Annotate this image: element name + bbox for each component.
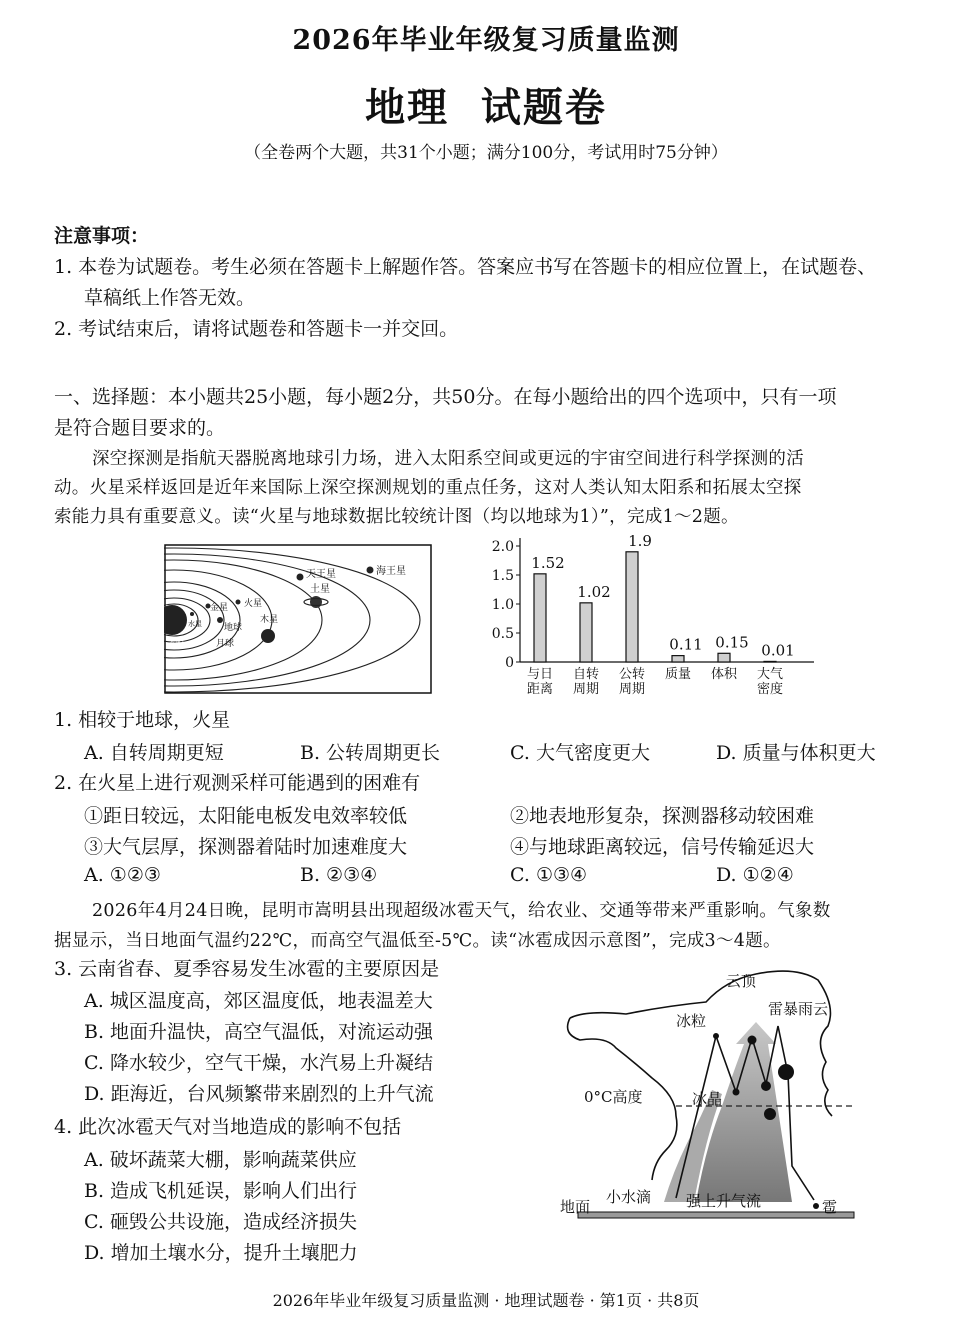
passage-2-line-1: 2026年4月24日晚，昆明市嵩明县出现超级冰雹天气，给农业、交通等带来严重影响。气象数 bbox=[92, 901, 831, 921]
q2-option-b[interactable]: B. ②③④ bbox=[300, 864, 378, 886]
label-ice-pellet: 冰粒 bbox=[676, 1012, 707, 1030]
q2-option-d[interactable]: D. ①②④ bbox=[716, 864, 794, 886]
bar-value-label: 1.52 bbox=[531, 553, 565, 572]
q4-option-b[interactable]: B. 造成飞机延误，影响人们出行 bbox=[84, 1180, 358, 1202]
passage-1-line-3: 索能力具有重要意义。读“火星与地球数据比较统计图（均以地球为1）”，完成1～2题。 bbox=[54, 507, 739, 527]
q2-option-a[interactable]: A. ①②③ bbox=[84, 864, 161, 886]
q4-option-d[interactable]: D. 增加土壤水分，提升土壤肥力 bbox=[84, 1242, 358, 1264]
bar-value-label: 1.02 bbox=[577, 582, 611, 601]
label-neptune: 海王星 bbox=[376, 566, 406, 577]
exam-title: 2026年毕业年级复习质量监测 bbox=[292, 25, 680, 56]
label-sun: 太阳 bbox=[168, 637, 184, 646]
category-label: 质量 bbox=[664, 667, 692, 682]
q2-statement-2: ②地表地形复杂，探测器移动较困难 bbox=[510, 805, 815, 827]
section-heading-cont: 是符合题目要求的。 bbox=[54, 417, 226, 439]
label-updraft: 强上升气流 bbox=[686, 1192, 762, 1210]
bar-value-label: 0.01 bbox=[761, 641, 795, 660]
q1-option-a[interactable]: A. 自转周期更短 bbox=[84, 742, 224, 764]
bar bbox=[626, 552, 638, 662]
hail-fall-path bbox=[788, 1074, 814, 1200]
bar bbox=[534, 574, 546, 662]
q2-statement-1: ①距日较远，太阳能电板发电效率较低 bbox=[84, 805, 408, 827]
y-tick-label: 0 bbox=[505, 655, 514, 671]
q3-option-c[interactable]: C. 降水较少，空气干燥，水汽易上升凝结 bbox=[84, 1052, 433, 1074]
label-ground: 地面 bbox=[560, 1198, 591, 1216]
subject-title: 地理 试题卷 bbox=[365, 84, 607, 131]
q2-stem: 2. 在火星上进行观测采样可能遇到的困难有 bbox=[54, 772, 421, 794]
category-label: 周期 bbox=[618, 682, 646, 697]
label-mercury: 水星 bbox=[188, 620, 202, 628]
category-label: 大气 bbox=[756, 667, 784, 682]
mars-earth-bar-chart bbox=[484, 528, 820, 704]
q3-option-a[interactable]: A. 城区温度高，郊区温度低，地表温差大 bbox=[84, 990, 433, 1012]
notice-heading: 注意事项： bbox=[54, 225, 150, 247]
category-label: 与日 bbox=[526, 667, 554, 682]
y-tick-label: 1.5 bbox=[491, 568, 514, 584]
bar bbox=[718, 653, 730, 662]
passage-2-line-2: 据显示，当日地面气温约22℃，而高空气温低至-5℃。读“冰雹成因示意图”，完成3～4题。 bbox=[54, 931, 781, 951]
category-label: 周期 bbox=[572, 682, 600, 697]
q4-option-c[interactable]: C. 砸毁公共设施，造成经济损失 bbox=[84, 1211, 357, 1233]
exam-note: （全卷两个大题，共31个小题；满分100分，考试用时75分钟） bbox=[244, 143, 728, 163]
bar bbox=[764, 661, 776, 662]
q1-option-b[interactable]: B. 公转周期更长 bbox=[300, 742, 441, 764]
q2-statement-4: ④与地球距离较远，信号传输延迟大 bbox=[510, 836, 815, 858]
category-label: 密度 bbox=[756, 682, 784, 697]
q2-option-c[interactable]: C. ①③④ bbox=[510, 864, 588, 886]
label-moon: 月球 bbox=[216, 639, 235, 649]
category-label: 体积 bbox=[710, 667, 738, 682]
bar-value-label: 0.11 bbox=[669, 635, 703, 654]
label-zero-level: 0°C高度 bbox=[584, 1088, 643, 1106]
label-ice-crystal: 冰晶 bbox=[692, 1090, 723, 1108]
label-saturn: 土星 bbox=[310, 584, 330, 595]
y-tick-label: 2.0 bbox=[491, 539, 514, 555]
label-earth: 地球 bbox=[224, 623, 243, 633]
y-tick-label: 1.0 bbox=[491, 597, 514, 613]
label-jupiter: 木星 bbox=[260, 615, 279, 625]
q4-stem: 4. 此次冰雹天气对当地造成的影响不包括 bbox=[54, 1116, 402, 1138]
hail-formation-diagram bbox=[556, 966, 868, 1226]
category-label: 公转 bbox=[618, 667, 646, 682]
q1-option-c[interactable]: C. 大气密度更大 bbox=[510, 742, 650, 764]
notice-item-1: 1. 本卷为试题卷。考生必须在答题卡上解题作答。答案应书写在答题卡的相应位置上，在试题卷、 bbox=[54, 256, 877, 278]
label-storm-cloud: 雷暴雨云 bbox=[768, 1000, 829, 1018]
passage-1-line-2: 动。火星采样返回是近年来国际上深空探测规划的重点任务，这对人类认知太阳系和拓展太空探 bbox=[54, 478, 802, 498]
q3-option-b[interactable]: B. 地面升温快，高空气温低，对流运动强 bbox=[84, 1021, 434, 1043]
label-droplet: 小水滴 bbox=[606, 1188, 652, 1206]
label-cloud-top: 云顶 bbox=[726, 972, 757, 990]
notice-item-1-cont: 草稿纸上作答无效。 bbox=[84, 287, 256, 309]
q3-option-d[interactable]: D. 距海近，台风频繁带来剧烈的上升气流 bbox=[84, 1083, 434, 1105]
bar-value-label: 1.9 bbox=[628, 531, 652, 550]
q1-stem: 1. 相较于地球，火星 bbox=[54, 709, 231, 731]
label-uranus: 天王星 bbox=[306, 569, 336, 580]
category-label: 自转 bbox=[572, 667, 600, 682]
label-venus: 金星 bbox=[210, 603, 229, 613]
label-hail: 雹 bbox=[822, 1198, 838, 1216]
page-footer: 2026年毕业年级复习质量监测 · 地理试题卷 · 第1页 · 共8页 bbox=[272, 1291, 700, 1310]
y-tick-label: 0.5 bbox=[491, 626, 514, 642]
section-heading: 一、选择题：本小题共25小题，每小题2分，共50分。在每小题给出的四个选项中，只有一项 bbox=[54, 386, 837, 408]
q2-statement-3: ③大气层厚，探测器着陆时加速难度大 bbox=[84, 836, 408, 858]
q1-option-d[interactable]: D. 质量与体积更大 bbox=[716, 742, 876, 764]
bar bbox=[672, 656, 684, 662]
q4-option-a[interactable]: A. 破坏蔬菜大棚，影响蔬菜供应 bbox=[84, 1149, 357, 1171]
bar-value-label: 0.15 bbox=[715, 633, 749, 652]
ground-strip bbox=[578, 1212, 854, 1218]
passage-1-line-1: 深空探测是指航天器脱离地球引力场，进入太阳系空间或更远的宇宙空间进行科学探测的活 bbox=[92, 449, 804, 469]
notice-item-2: 2. 考试结束后，请将试题卷和答题卡一并交回。 bbox=[54, 318, 459, 340]
label-mars: 火星 bbox=[244, 599, 263, 609]
q3-stem: 3. 云南省春、夏季容易发生冰雹的主要原因是 bbox=[54, 958, 440, 980]
bar bbox=[580, 603, 592, 662]
category-label: 距离 bbox=[526, 682, 554, 697]
solar-system-diagram bbox=[164, 544, 432, 694]
